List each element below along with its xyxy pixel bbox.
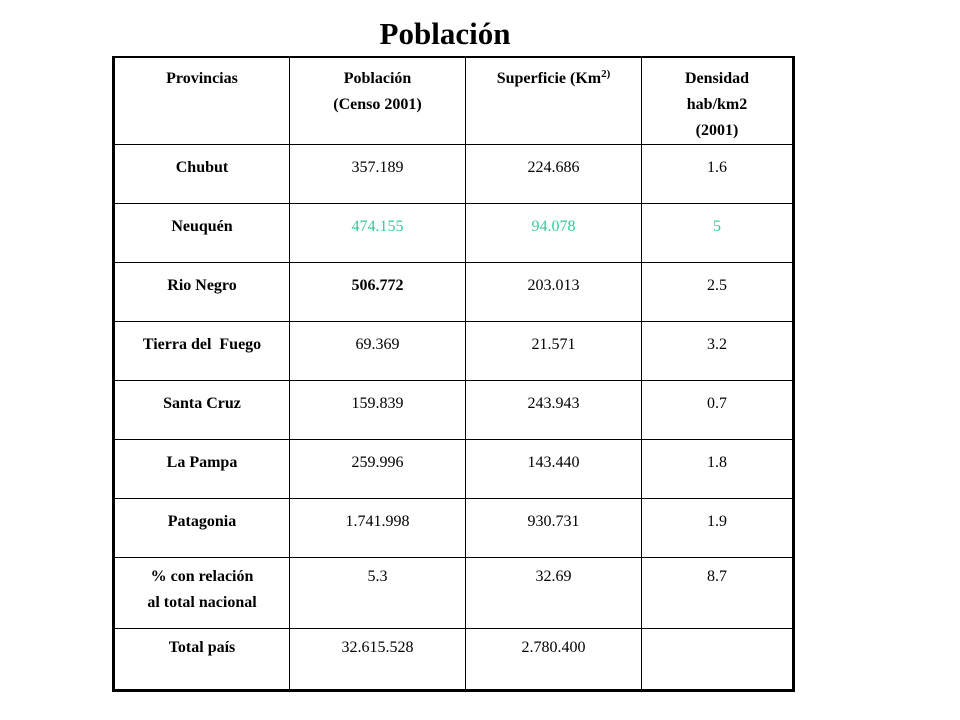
header-superficie-text: Superficie (Km [496, 70, 602, 87]
cell-densidad: 1.9 [642, 499, 794, 558]
cell-superficie: 143.440 [466, 440, 642, 499]
cell-poblacion: 474.155 [290, 204, 466, 263]
cell-provincia [114, 558, 290, 629]
table-row-neuquen [114, 204, 794, 263]
cell-provincia: Tierra del Fuego [114, 322, 290, 381]
table-row-santa-cruz [114, 381, 794, 440]
header-poblacion-line2: (Censo 2001) [333, 96, 422, 113]
table-row-rio-negro [114, 263, 794, 322]
header-densidad-line2: hab/km2 [686, 96, 748, 113]
header-superficie [466, 57, 642, 145]
header-densidad-line3: (2001) [695, 122, 739, 139]
cell-superficie: 203.013 [466, 263, 642, 322]
cell-provincia: Chubut [114, 145, 290, 204]
cell-superficie: 930.731 [466, 499, 642, 558]
cell-superficie: 224.686 [466, 145, 642, 204]
cell-densidad: 5 [642, 204, 794, 263]
cell-densidad: 1.8 [642, 440, 794, 499]
table-row-la-pampa [114, 440, 794, 499]
table-row-tierra-del-fuego [114, 322, 794, 381]
cell-superficie: 2.780.400 [466, 629, 642, 691]
cell-poblacion: 5.3 [290, 558, 466, 629]
table-row-porcentaje-nacional [114, 558, 794, 629]
cell-densidad: 1.6 [642, 145, 794, 204]
header-densidad-line1: Densidad [684, 70, 750, 87]
table-header-row [114, 57, 794, 145]
cell-poblacion: 357.189 [290, 145, 466, 204]
cell-provincia: Santa Cruz [114, 381, 290, 440]
cell-densidad: 2.5 [642, 263, 794, 322]
cell-poblacion: 1.741.998 [290, 499, 466, 558]
cell-poblacion: 69.369 [290, 322, 466, 381]
header-poblacion-line1: Población [343, 70, 412, 87]
cell-superficie: 243.943 [466, 381, 642, 440]
table-row-total-pais [114, 629, 794, 691]
cell-poblacion: 159.839 [290, 381, 466, 440]
page-title: Población [379, 16, 511, 51]
cell-densidad: 3.2 [642, 322, 794, 381]
cell-superficie: 32.69 [466, 558, 642, 629]
cell-provincia: Patagonia [114, 499, 290, 558]
cell-provincia: Total país [114, 629, 290, 691]
cell-poblacion: 506.772 [290, 263, 466, 322]
cell-provincia: Rio Negro [114, 263, 290, 322]
cell-provincia: La Pampa [114, 440, 290, 499]
header-densidad [642, 57, 794, 145]
cell-poblacion: 259.996 [290, 440, 466, 499]
header-provincias: Provincias [114, 57, 290, 145]
cell-superficie: 21.571 [466, 322, 642, 381]
cell-provincia: Neuquén [114, 204, 290, 263]
population-table [112, 56, 795, 692]
cell-poblacion: 32.615.528 [290, 629, 466, 691]
cell-superficie: 94.078 [466, 204, 642, 263]
cell-provincia-line2: al total nacional [147, 594, 257, 611]
header-poblacion [290, 57, 466, 145]
table-row-patagonia [114, 499, 794, 558]
header-superficie-sup: 2) [601, 68, 611, 80]
cell-densidad [642, 629, 794, 691]
table-row-chubut [114, 145, 794, 204]
cell-provincia-line1: % con relación [150, 568, 254, 585]
cell-densidad: 0.7 [642, 381, 794, 440]
cell-densidad: 8.7 [642, 558, 794, 629]
